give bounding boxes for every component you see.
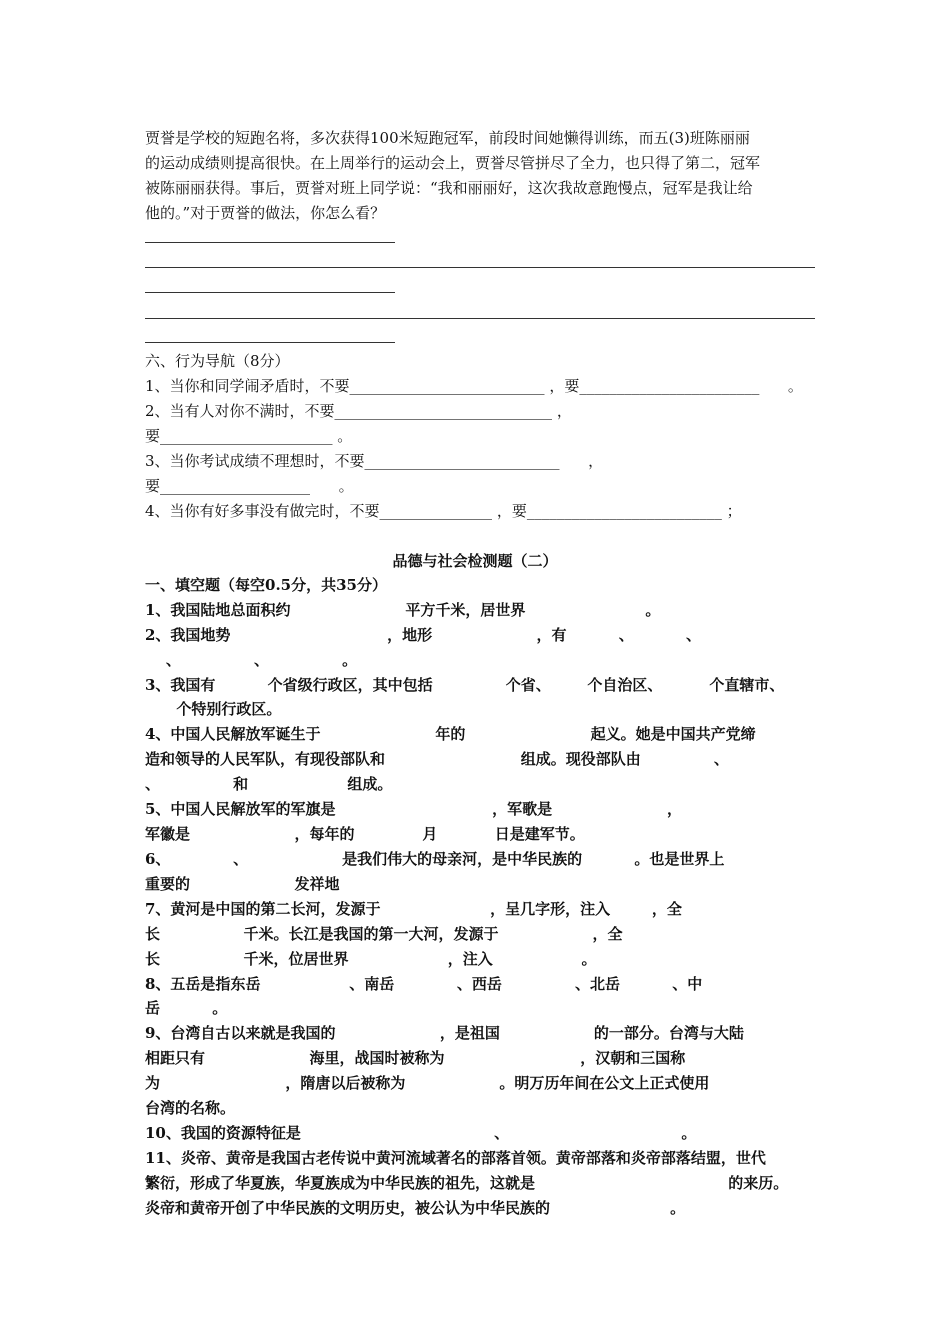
question-line: 为 ，隋唐以后被称为 。明万历年间在公文上正式使用 xyxy=(145,1074,710,1092)
section-six-item: 要____________________ 。 xyxy=(145,477,354,495)
question-line: 4、中国人民解放军诞生于 年的 起义。她是中国共产党缔 xyxy=(145,725,756,743)
question-line: 长 千米。长江是我国的第一大河，发源于 ，全 xyxy=(145,925,623,943)
question-line: 岳 。 xyxy=(145,999,228,1017)
answer-line[interactable] xyxy=(145,267,815,268)
question-line: 重要的 发祥地 xyxy=(145,875,340,893)
question-line: 1、我国陆地总面积约 平方千米，居世界 。 xyxy=(145,601,661,619)
section-six-item: 2、当有人对你不满时，不要_____________________________ ， xyxy=(145,402,572,420)
question-line: 5、中国人民解放军的军旗是 ，军歌是 ， xyxy=(145,800,682,818)
section-six-item: 4、当你有好多事没有做完时，不要_______________ ，要__________________________ ； xyxy=(145,502,742,520)
question-line: 个特别行政区。 xyxy=(145,700,282,718)
question-line: 6、 、 是我们伟大的母亲河，是中华民族的 。也是世界上 xyxy=(145,850,725,868)
test-title: 品德与社会检测题（二） xyxy=(392,552,558,570)
question-line: 炎帝和黄帝开创了中华民族的文明历史，被公认为中华民族的 。 xyxy=(145,1199,686,1217)
answer-line[interactable] xyxy=(145,242,395,243)
question-line: 2、我国地势 ，地形 ，有 、 、 xyxy=(145,626,701,644)
question-line: 9、台湾自古以来就是我国的 ，是祖国 的一部分。台湾与大陆 xyxy=(145,1024,744,1042)
question-line: 繁衍，形成了华夏族，华夏族成为中华民族的祖先，这就是 的来历。 xyxy=(145,1174,789,1192)
essay-paragraph-line: 的运动成绩则提高很快。在上周举行的运动会上，贾誉尽管拼尽了全力，也只得了第二，冠军 xyxy=(145,154,761,172)
answer-line[interactable] xyxy=(145,318,815,319)
question-line: 11、炎帝、黄帝是我国古老传说中黄河流域著名的部落首领。黄帝部落和炎帝部落结盟，世代 xyxy=(145,1149,766,1167)
section-six-item: 要_______________________ 。 xyxy=(145,427,353,445)
answer-line[interactable] xyxy=(145,292,395,293)
question-line: 造和领导的人民军队，有现役部队和 组成。现役部队由 、 xyxy=(145,750,729,768)
question-line: 军徽是 ，每年的 月 日是建军节。 xyxy=(145,825,585,843)
question-line: 台湾的名称。 xyxy=(145,1099,236,1117)
section-six-title: 六、行为导航（8分） xyxy=(145,352,290,370)
question-line: 7、黄河是中国的第二长河，发源于 ，呈几字形，注入 ，全 xyxy=(145,900,682,918)
essay-paragraph-line: 他的。”对于贾誉的做法，你怎么看？ xyxy=(145,204,386,222)
question-line: 3、我国有 个省级行政区，其中包括 个省、 个自治区、 个直辖市、 xyxy=(145,676,785,694)
question-line: 、 和 组成。 xyxy=(145,775,393,793)
section-six-item: 3、当你考试成绩不理想时，不要__________________________ ， xyxy=(145,452,604,470)
question-line: 10、我国的资源特征是 、 。 xyxy=(145,1124,697,1142)
question-line: 、 、 。 xyxy=(145,651,358,669)
question-line: 8、五岳是指东岳 、南岳 、西岳 、北岳 、中 xyxy=(145,975,703,993)
question-line: 相距只有 海里，战国时被称为 ，汉朝和三国称 xyxy=(145,1049,686,1067)
essay-paragraph-line: 贾誉是学校的短跑名将，多次获得100米短跑冠军，前段时间她懒得训练，而五(3)班陈丽丽 xyxy=(145,129,750,147)
section-six-item: 1、当你和同学闹矛盾时，不要__________________________ ，要________________________ 。 xyxy=(145,377,803,395)
essay-paragraph-line: 被陈丽丽获得。事后，贾誉对班上同学说：“我和丽丽好，这次我故意跑慢点，冠军是我让给 xyxy=(145,179,753,197)
fill-blank-heading: 一、填空题（每空0.5分，共35分） xyxy=(145,576,387,594)
answer-line[interactable] xyxy=(145,342,395,343)
question-line: 长 千米，位居世界 ，注入 。 xyxy=(145,950,597,968)
